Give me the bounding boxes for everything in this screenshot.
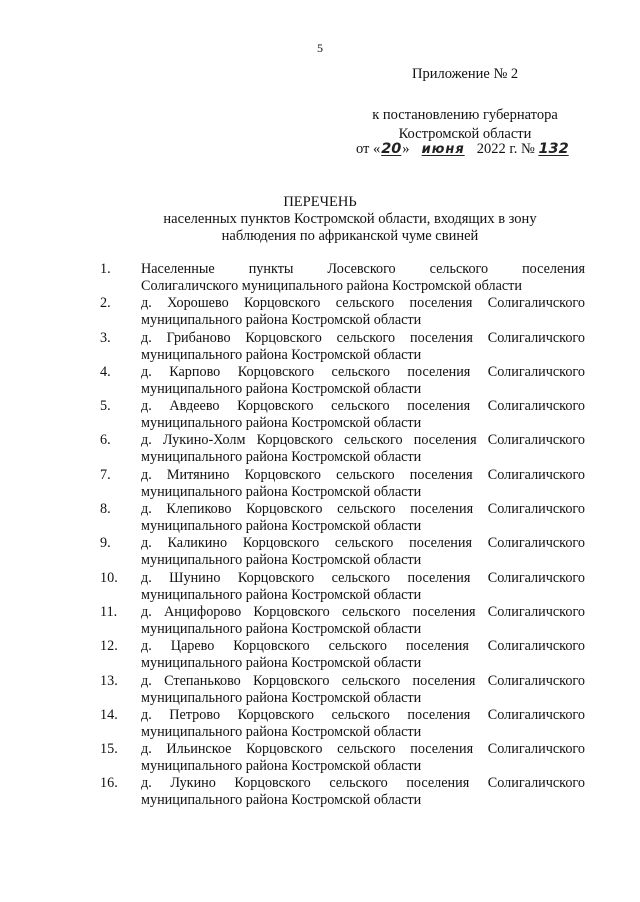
item-number: 7.: [100, 466, 111, 483]
item-number: 13.: [100, 672, 118, 689]
list-item: [100, 295, 585, 329]
item-text: д. Авдеево Корцовского сельского поселения Солигаличского муниципального района Костромской области: [141, 398, 585, 432]
date-prefix: от «: [356, 141, 381, 157]
ref-line-2: Костромской области: [398, 126, 532, 142]
list-item: [100, 364, 585, 398]
resolution-date-line: [356, 141, 568, 158]
date-suffix: 2022 г. №: [476, 141, 535, 157]
settlements-list: [100, 261, 585, 810]
item-text: д. Царево Корцовского сельского поселения Солигаличского муниципального района Костромской области: [141, 638, 585, 672]
item-text: д. Митянино Корцовского сельского поселения Солигаличского муниципального района Костромской области: [141, 466, 585, 500]
document-title: ПЕРЕЧЕНЬ: [283, 194, 357, 210]
ref-line-1: к постановлению губернатора: [372, 107, 558, 123]
list-item: [100, 535, 585, 569]
item-number: 4.: [100, 363, 111, 380]
item-number: 11.: [100, 603, 118, 620]
item-number: 3.: [100, 329, 111, 346]
list-item: [100, 775, 585, 809]
item-number: 5.: [100, 398, 111, 415]
list-item: [100, 570, 585, 604]
item-text: д. Лукино-Холм Корцовского сельского поселения Солигаличского муниципального района Костромской области: [141, 432, 585, 466]
item-number: 8.: [100, 501, 111, 518]
document-subtitle: населенных пунктов Костромской области, входящих в зону наблюдения по африканской чуме свиней: [163, 211, 537, 244]
item-text: д. Грибаново Корцовского сельского поселения Солигаличского муниципального района Костромской области: [141, 329, 585, 363]
item-number: 6.: [100, 432, 111, 449]
item-text: д. Хорошево Корцовского сельского поселения Солигаличского муниципального района Костромской области: [141, 295, 585, 329]
item-number: 15.: [100, 741, 118, 758]
handwritten-month: июня: [421, 142, 465, 157]
list-item: [100, 741, 585, 775]
list-item: [100, 501, 585, 535]
date-mid: »: [402, 141, 410, 157]
item-number: 2.: [100, 295, 111, 312]
list-item: [100, 707, 585, 741]
item-text: Населенные пункты Лосевского сельского поселения Солигаличского муниципального района Костромской области: [141, 261, 585, 294]
list-item: [100, 398, 585, 432]
item-text: д. Каликино Корцовского сельского поселения Солигаличского муниципального района Костромской области: [141, 535, 585, 569]
list-item: [100, 604, 585, 638]
list-item: [100, 467, 585, 501]
item-number: 1.: [100, 261, 111, 277]
appendix-label: Приложение № 2: [412, 66, 519, 82]
list-item: [100, 432, 585, 466]
item-number: 14.: [100, 706, 118, 723]
list-item: [100, 330, 585, 364]
item-text: д. Клепиково Корцовского сельского поселения Солигаличского муниципального района Костромской области: [141, 501, 585, 535]
item-text: д. Петрово Корцовского сельского поселения Солигаличского муниципального района Костромской области: [141, 706, 585, 740]
item-text: д. Лукино Корцовского сельского поселения Солигаличского муниципального района Костромской области: [141, 775, 585, 809]
list-item: [100, 673, 585, 707]
handwritten-number: 132: [538, 141, 569, 157]
resolution-reference: [340, 106, 590, 144]
item-text: д. Шунино Корцовского сельского поселения Солигаличского муниципального района Костромской области: [141, 569, 585, 603]
item-number: 10.: [100, 569, 118, 586]
item-text: д. Ильинское Корцовского сельского поселения Солигаличского муниципального района Костромской области: [141, 741, 585, 775]
list-item: [100, 261, 585, 295]
item-number: 9.: [100, 535, 111, 552]
item-number: 12.: [100, 638, 118, 655]
page-number: 5: [317, 41, 323, 55]
item-number: 16.: [100, 775, 118, 792]
item-text: д. Анцифорово Корцовского сельского поселения Солигаличского муниципального района Костромской области: [141, 603, 585, 637]
item-text: д. Степаньково Корцовского сельского поселения Солигаличского муниципального района Костромской области: [141, 672, 585, 706]
item-text: д. Карпово Корцовского сельского поселения Солигаличского муниципального района Костромской области: [141, 363, 585, 397]
handwritten-day: 20: [381, 141, 402, 157]
list-item: [100, 638, 585, 672]
